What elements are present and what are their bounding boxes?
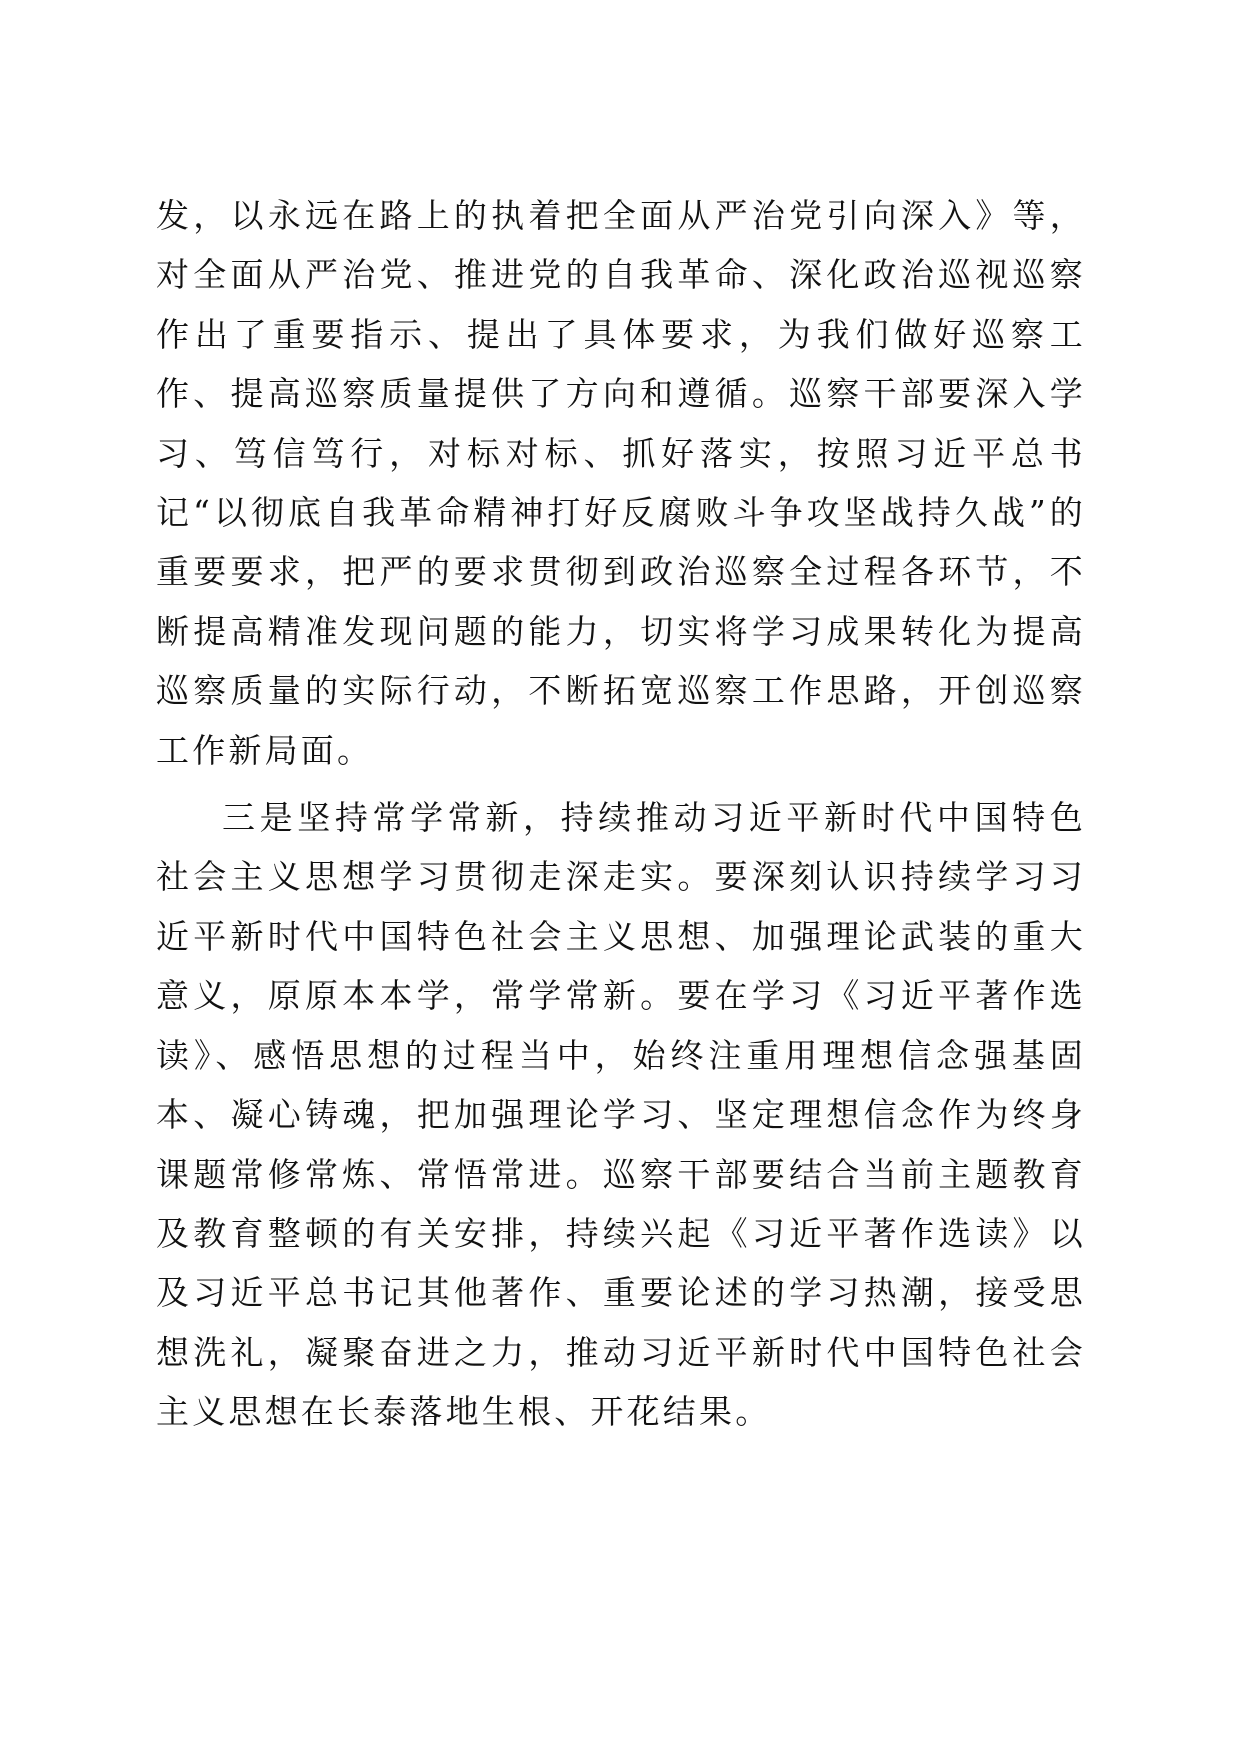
paragraph-continuation: 发，以永远在路上的执着把全面从严治党引向深入》等，对全面从严治党、推进党的自我革命、深化政治巡视巡察作出了重要指示、提出了具体要求，为我们做好巡察工作、提高巡察质量提供了方向和遵循。巡察干部要深入学习、笃信笃行，对标对标、抓好落实，按照习近平总书记“以彻底自我革命精神打好反腐败斗争攻坚战持久战”的重要要求，把严的要求贯彻到政治巡察全过程各环节，不断提高精准发现问题的能力，切实将学习成果转化为提高巡察质量的实际行动，不断拓宽巡察工作思路，开创巡察工作新局面。 [156, 196, 1086, 770]
document-body [156, 186, 1086, 1450]
paragraph-point-three: 三是坚持常学常新，持续推动习近平新时代中国特色社会主义思想学习贯彻走深走实。要深刻认识持续学习习近平新时代中国特色社会主义思想、加强理论武装的重大意义，原原本本学，常学常新。要在学习《习近平著作选读》、感悟思想的过程当中，始终注重用理想信念强基固本、凝心铸魂，把加强理论学习、坚定理想信念作为终身课题常修常炼、常悟常进。巡察干部要结合当前主题教育及教育整顿的有关安排，持续兴起《习近平著作选读》以及习近平总书记其他著作、重要论述的学习热潮，接受思想洗礼，凝聚奋进之力，推动习近平新时代中国特色社会主义思想在长泰落地生根、开花结果。 [156, 798, 1086, 1432]
